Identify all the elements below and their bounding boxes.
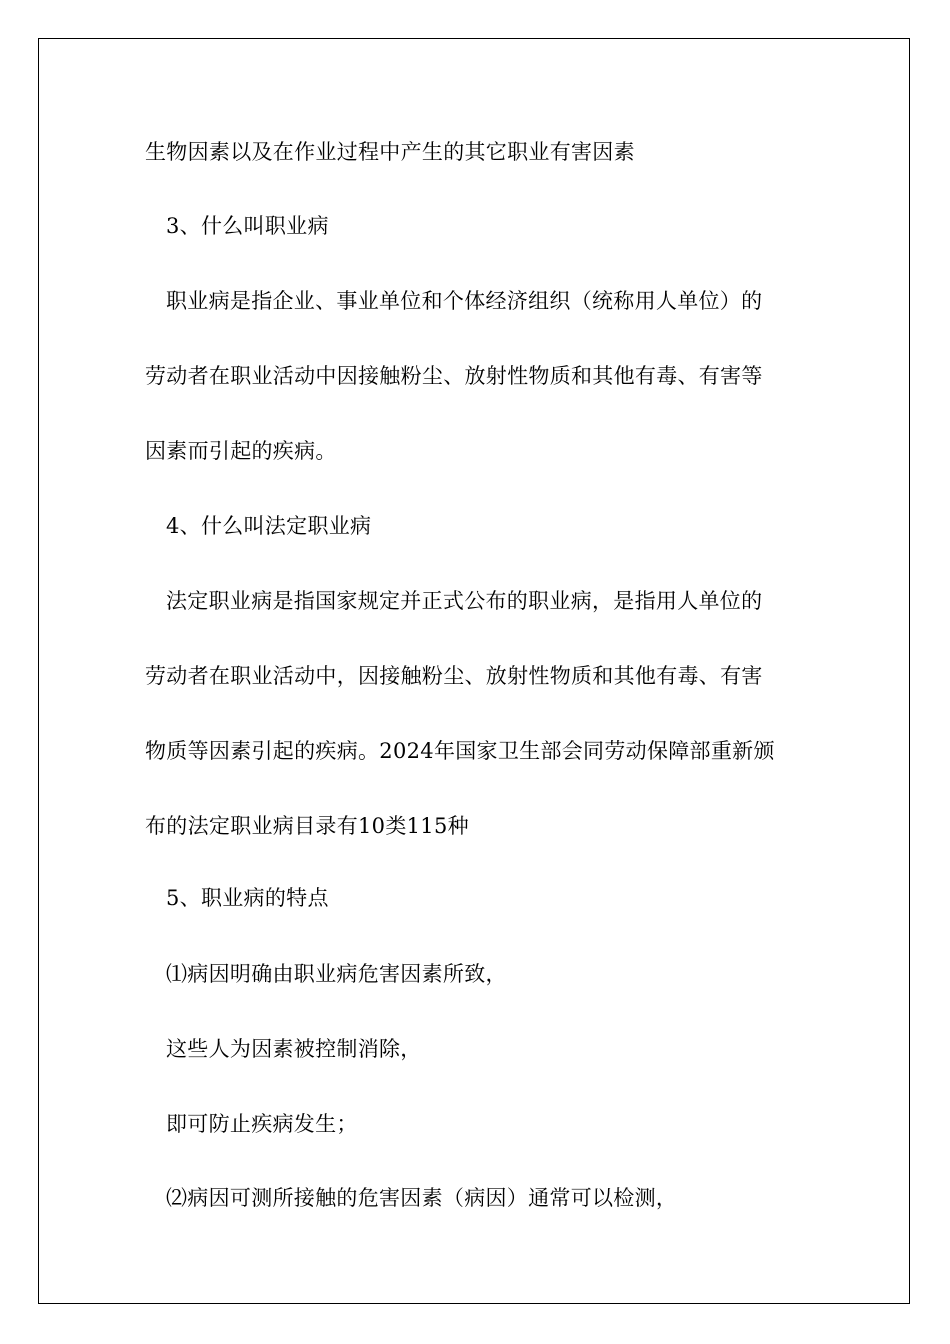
list-item-continuation: 这些人为因素被控制消除， — [166, 1037, 422, 1061]
paragraph-line: 因素而引起的疾病。 — [145, 439, 337, 463]
paragraph-line: 法定职业病是指国家规定并正式公布的职业病，是指用人单位的 — [166, 589, 763, 613]
body-text-line: 生物因素以及在作业过程中产生的其它职业有害因素 — [145, 140, 635, 164]
paragraph-line: 布的法定职业病目录有10类115种 — [145, 814, 469, 838]
paragraph-line: 物质等因素引起的疾病。2024年国家卫生部会同劳动保障部重新颁 — [145, 739, 775, 763]
section-heading-5: 5、职业病的特点 — [166, 886, 329, 910]
section-heading-3: 3、什么叫职业病 — [166, 214, 329, 238]
paragraph-line: 劳动者在职业活动中，因接触粉尘、放射性物质和其他有毒、有害 — [145, 664, 763, 688]
section-heading-4: 4、什么叫法定职业病 — [166, 514, 372, 538]
list-item: ⑵病因可测所接触的危害因素（病因）通常可以检测， — [166, 1186, 678, 1210]
list-item: ⑴病因明确由职业病危害因素所致， — [166, 962, 507, 986]
list-item-continuation: 即可防止疾病发生； — [166, 1112, 358, 1136]
paragraph-line: 劳动者在职业活动中因接触粉尘、放射性物质和其他有毒、有害等 — [145, 364, 763, 388]
paragraph-line: 职业病是指企业、事业单位和个体经济组织（统称用人单位）的 — [166, 289, 763, 313]
